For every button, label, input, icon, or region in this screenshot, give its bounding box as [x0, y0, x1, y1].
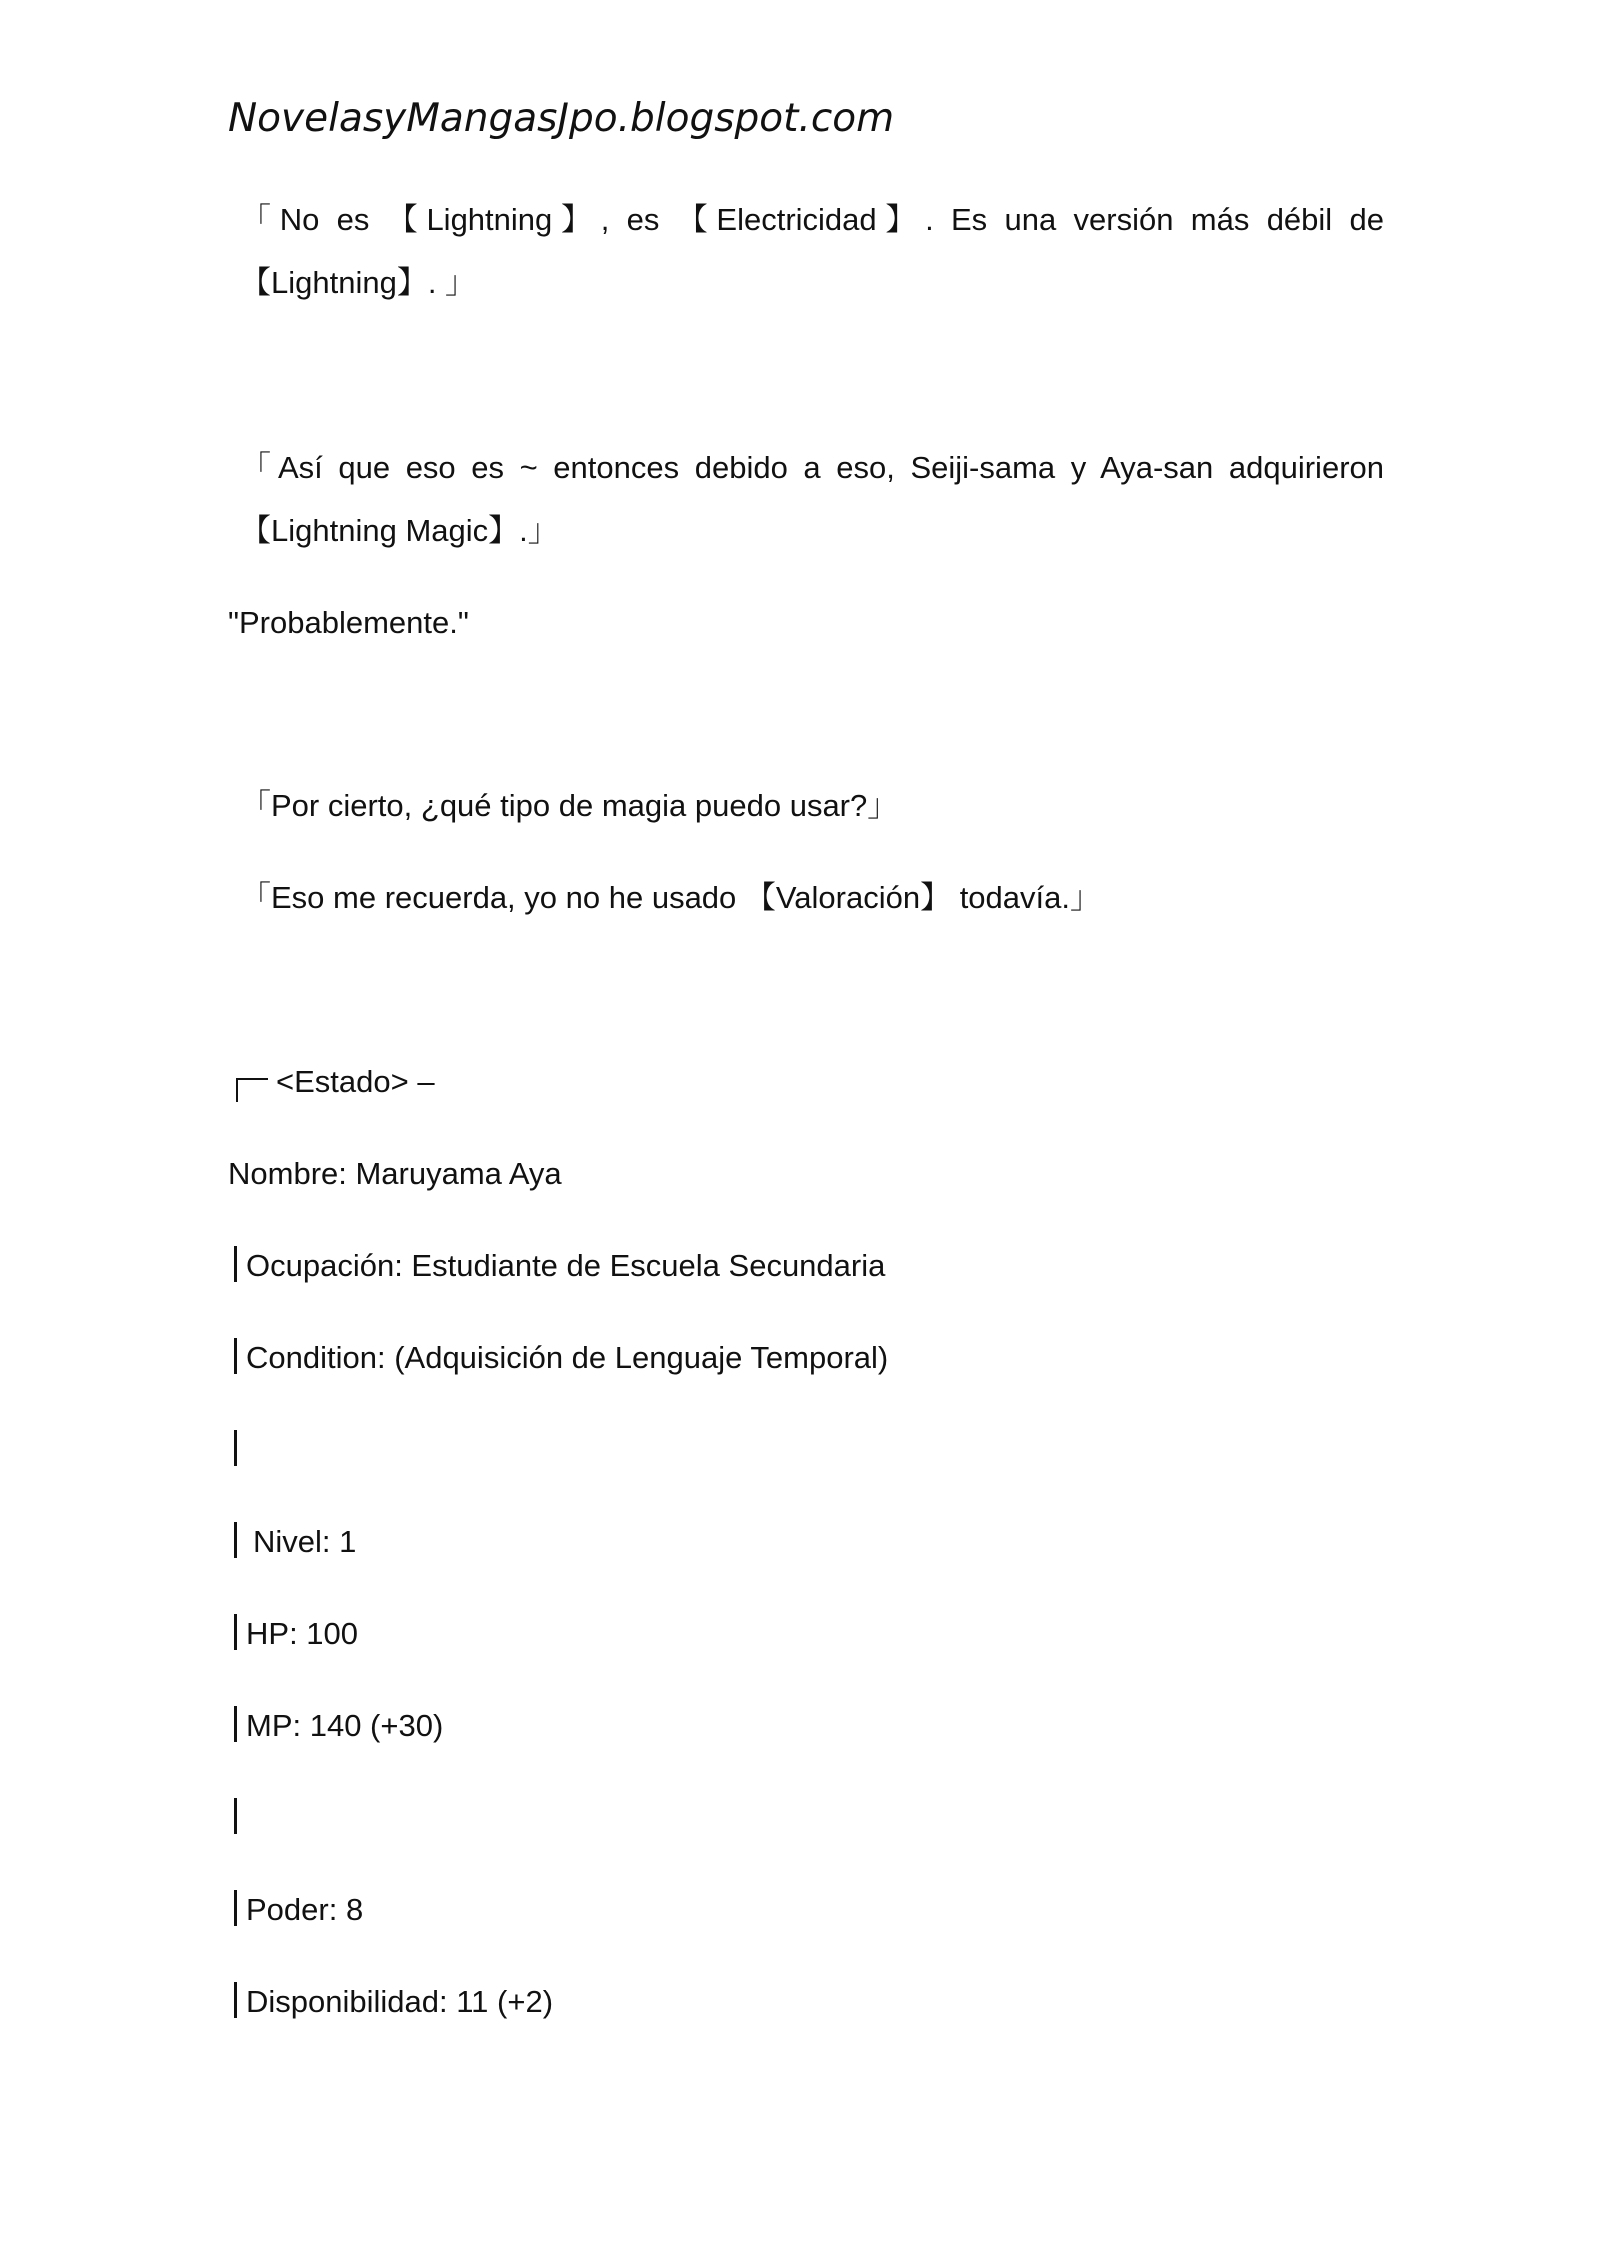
status-occupation: Ocupación: Estudiante de Escuela Secundaria	[246, 1248, 886, 1283]
status-row	[234, 1798, 246, 1838]
status-row	[234, 1338, 888, 1378]
box-border-icon	[234, 1246, 237, 1282]
dialogue-line: 「No es 【Lightning】, es 【Electricidad】. Es una versión más débil de	[240, 202, 1384, 237]
box-border-icon	[234, 1430, 237, 1466]
box-border-icon	[234, 1982, 237, 2018]
status-power: Poder: 8	[246, 1892, 364, 1927]
status-title: <Estado> –	[276, 1064, 435, 1099]
status-availability: Disponibilidad: 11 (+2)	[246, 1984, 554, 2019]
box-corner-icon	[236, 1078, 268, 1102]
status-hp: HP: 100	[246, 1616, 359, 1651]
status-condition: Condition: (Adquisición de Lenguaje Temporal)	[246, 1340, 889, 1375]
box-border-icon	[234, 1522, 237, 1558]
dialogue-line: 【Lightning Magic】.」	[240, 513, 559, 548]
box-border-icon	[234, 1614, 237, 1650]
box-border-icon	[234, 1338, 237, 1374]
status-mp: MP: 140 (+30)	[246, 1708, 444, 1743]
dialogue-line: "Probablemente."	[228, 605, 469, 640]
status-header	[236, 1062, 435, 1102]
status-row	[234, 1430, 246, 1470]
dialogue-line: 「Así que eso es ~ entonces debido a eso, Seiji-sama y Aya-san adquirieron	[240, 450, 1384, 485]
status-level: Nivel: 1	[253, 1524, 357, 1559]
dialogue-line: 【Lightning】. 」	[240, 265, 477, 300]
box-border-icon	[234, 1706, 237, 1742]
dialogue-line: 「Por cierto, ¿qué tipo de magia puedo usar?」	[240, 788, 899, 823]
status-row	[234, 1522, 356, 1562]
status-row	[234, 1890, 363, 1930]
blog-url-header: NovelasyMangasJpo.blogspot.com	[228, 96, 895, 141]
box-border-icon	[234, 1890, 237, 1926]
status-row	[234, 1614, 358, 1654]
status-row	[234, 1246, 885, 1286]
box-border-icon	[234, 1798, 237, 1834]
status-name: Nombre: Maruyama Aya	[228, 1156, 562, 1191]
status-row	[234, 1706, 443, 1746]
status-row	[234, 1982, 553, 2022]
dialogue-line: 「Eso me recuerda, yo no he usado 【Valoración】 todavía.」	[240, 880, 1101, 915]
